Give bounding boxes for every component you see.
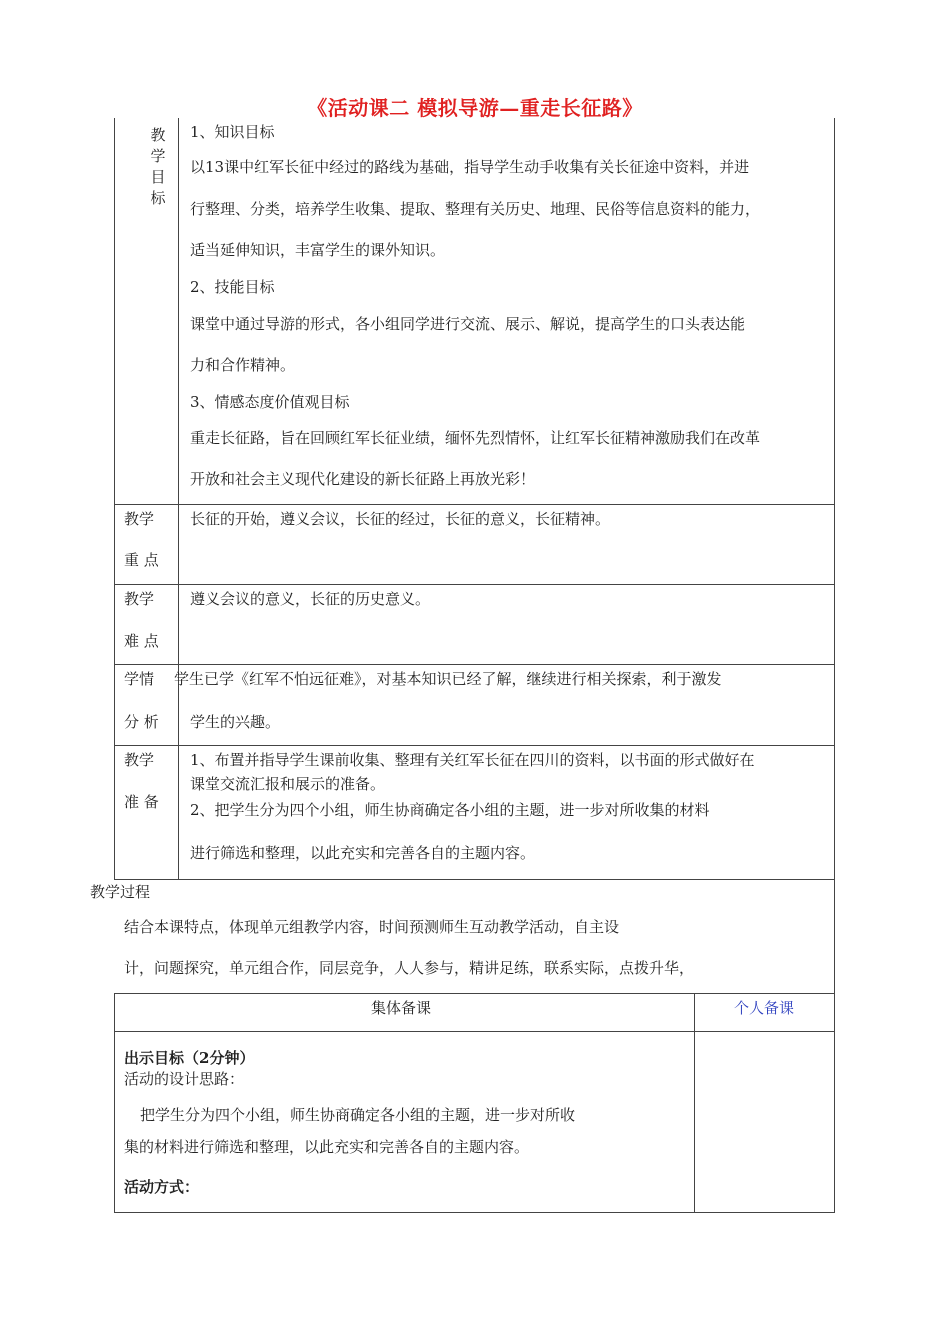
knowledge-line: 行整理、分类，培养学生收集、提取、整理有关历史、地理、民俗等信息资料的能力， bbox=[190, 200, 761, 218]
page-title: 《活动课二 模拟导游—重走长征路》 bbox=[307, 96, 643, 120]
analysis-label: 学情 bbox=[124, 670, 155, 688]
label-char: 目 bbox=[150, 168, 166, 186]
activity-design-line: 集的材料进行筛选和整理，以此充实和完善各自的主题内容。 bbox=[124, 1138, 530, 1156]
difficult-points-label: 教学 bbox=[124, 590, 155, 608]
activity-method-label: 活动方式： bbox=[124, 1178, 200, 1196]
key-points-label: 重 点 bbox=[124, 551, 159, 569]
label-char: 学 bbox=[150, 147, 166, 165]
difficult-points-content: 遵义会议的意义，长征的历史意义。 bbox=[190, 590, 431, 608]
row-border bbox=[114, 745, 835, 746]
preparation-label: 准 备 bbox=[124, 793, 159, 811]
analysis-line: 学生已学《红军不怕远征难》，对基本知识已经了解，继续进行相关探索，利于激发 bbox=[174, 670, 722, 688]
row-border bbox=[114, 1031, 835, 1032]
preparation-line: 课堂交流汇报和展示的准备。 bbox=[190, 775, 386, 793]
table-left-border-lower bbox=[114, 993, 115, 1213]
label-column-divider bbox=[178, 118, 179, 880]
table-right-border bbox=[834, 118, 835, 1213]
knowledge-heading: 1、知识目标 bbox=[190, 123, 275, 141]
row-border bbox=[114, 584, 835, 585]
table-left-border bbox=[114, 118, 115, 880]
row-border bbox=[114, 993, 835, 994]
label-char: 教 bbox=[150, 126, 166, 144]
activity-design-label: 活动的设计思路： bbox=[124, 1070, 245, 1088]
process-label: 教学过程 bbox=[90, 883, 151, 901]
analysis-line: 学生的兴趣。 bbox=[190, 713, 281, 731]
emotion-heading: 3、情感态度价值观目标 bbox=[190, 393, 350, 411]
row-border bbox=[114, 664, 835, 665]
activity-design-line: 把学生分为四个小组，师生协商确定各小组的主题，进一步对所收 bbox=[140, 1106, 576, 1124]
preparation-line: 1、布置并指导学生课前收集、整理有关红军长征在四川的资料，以书面的形式做好在 bbox=[190, 751, 755, 769]
difficult-points-label: 难 点 bbox=[124, 632, 159, 650]
emotion-line: 开放和社会主义现代化建设的新长征路上再放光彩！ bbox=[190, 470, 536, 488]
knowledge-line: 适当延伸知识，丰富学生的课外知识。 bbox=[190, 241, 446, 259]
row-border bbox=[114, 504, 835, 505]
collective-prep-header: 集体备课 bbox=[371, 999, 432, 1017]
analysis-label: 分 析 bbox=[124, 713, 159, 731]
key-points-content: 长征的开始，遵义会议，长征的经过，长征的意义，长征精神。 bbox=[190, 510, 611, 528]
table-bottom-border bbox=[114, 1212, 835, 1213]
skill-heading: 2、技能目标 bbox=[190, 278, 275, 296]
preparation-line: 进行筛选和整理，以此充实和完善各自的主题内容。 bbox=[190, 844, 536, 862]
preparation-line: 2、把学生分为四个小组，师生协商确定各小组的主题，进一步对所收集的材料 bbox=[190, 801, 710, 819]
skill-line: 力和合作精神。 bbox=[190, 356, 296, 374]
row-border bbox=[114, 879, 835, 880]
skill-line: 课堂中通过导游的形式，各小组同学进行交流、展示、解说，提高学生的口头表达能 bbox=[190, 315, 746, 333]
activity-heading: 出示目标（2分钟） bbox=[124, 1049, 255, 1067]
key-points-label: 教学 bbox=[124, 510, 155, 528]
personal-column-divider bbox=[694, 993, 695, 1213]
process-line: 计，问题探究，单元组合作，同层竞争，人人参与，精讲足练，联系实际，点拨升华， bbox=[124, 959, 695, 977]
label-char: 标 bbox=[150, 189, 166, 207]
knowledge-line: 以13课中红军长征中经过的路线为基础，指导学生动手收集有关长征途中资料，并进 bbox=[190, 158, 750, 176]
process-line: 结合本课特点，体现单元组教学内容，时间预测师生互动教学活动，自主设 bbox=[124, 918, 620, 936]
personal-prep-header: 个人备课 bbox=[734, 999, 795, 1017]
preparation-label: 教学 bbox=[124, 751, 155, 769]
emotion-line: 重走长征路，旨在回顾红军长征业绩，缅怀先烈情怀，让红军长征精神激励我们在改革 bbox=[190, 429, 761, 447]
